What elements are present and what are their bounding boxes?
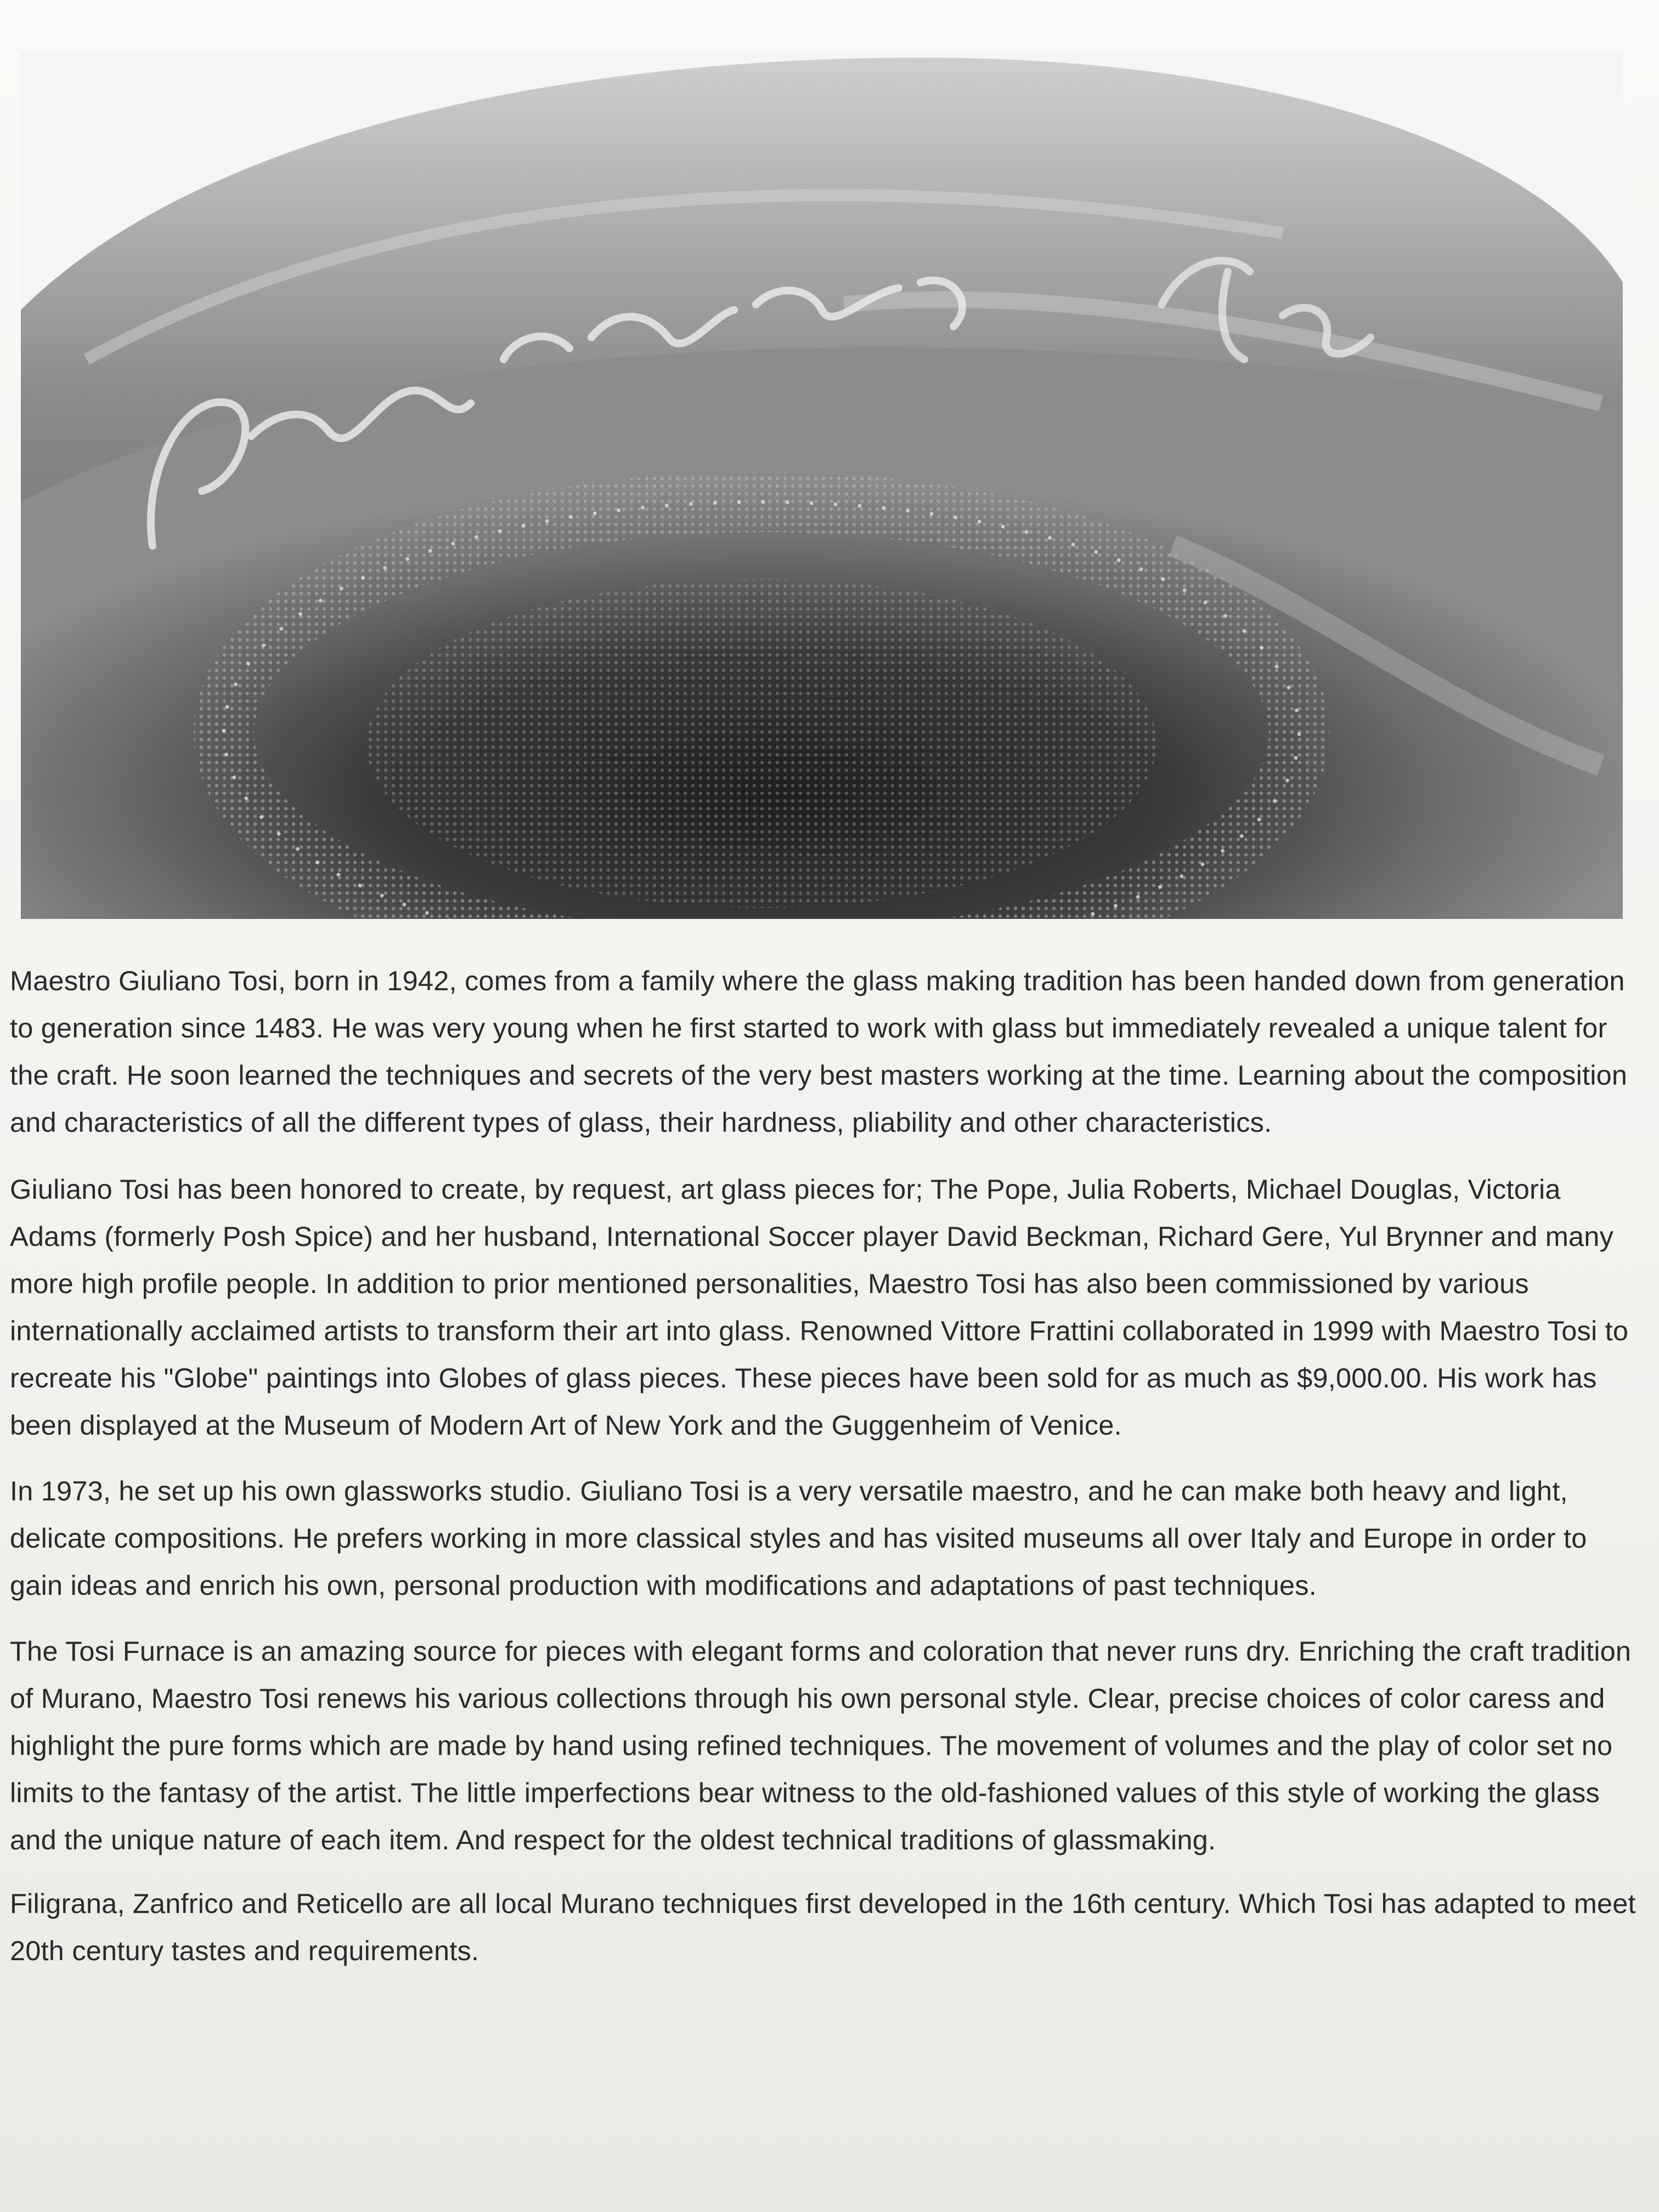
paragraph-early-life: Maestro Giuliano Tosi, born in 1942, comes from a family where the glass making tradition has been handed down from generation to generation since 1483. He was very young when he first started to work with glass but immediately revealed a unique talent for the craft. He soon learned the techniques and secrets of the very best masters working at the time. Learning about the composition and characteristics of all the different types of glass, their hardness, pliability and other characteristics. (10, 965, 1628, 1138)
paragraph-techniques: Filigrana, Zanfrico and Reticello are all local Murano techniques first developed in the 16th century. Which Tosi has adapted to meet 20th century tastes and requirements. (10, 1888, 1636, 1966)
paragraph-tosi-furnace: The Tosi Furnace is an amazing source for pieces with elegant forms and coloration that never runs dry. Enriching the craft tradition of Murano, Maestro Tosi renews his various collections through his own personal style. Clear, precise choices of color caress and highlight the pure forms which are made by hand using refined techniques. The movement of volumes and the play of color set no limits to the fantasy of the artist. The little imperfections bear witness to the old-fashioned values of this style of working the glass and the unique nature of each item. And respect for the oldest technical traditions of glassmaking. (10, 1635, 1632, 1855)
paragraph-commissions: Giuliano Tosi has been honored to create, by request, art glass pieces for; The Pope, Julia Roberts, Michael Douglas, Victoria Adams (formerly Posh Spice) and her husband, International Soccer player David Beckman, Richard Gere, Yul Brynner and many more high profile people. In addition to prior mentioned personalities, Maestro Tosi has also been commissioned by various internationally acclaimed artists to transform their art into glass. Renowned Vittore Frattini collaborated in 1999 with Maestro Tosi to recreate his "Globe" paintings into Globes of glass pieces. These pieces have been sold for as much as $9,000.00. His work has been displayed at the Museum of Modern Art of New York and the Guggenheim of Venice. (10, 1173, 1629, 1441)
glass-bowl-photo (21, 52, 1623, 919)
paragraph-studio: In 1973, he set up his own glassworks studio. Giuliano Tosi is a very versatile maestro, and he can make both heavy and light, delicate compositions. He prefers working in more classical styles and has visited museums all over Italy and Europe in order to gain ideas and enrich his own, personal production with modifications and adaptations of past techniques. (10, 1475, 1587, 1601)
biography-text (10, 957, 1642, 1994)
